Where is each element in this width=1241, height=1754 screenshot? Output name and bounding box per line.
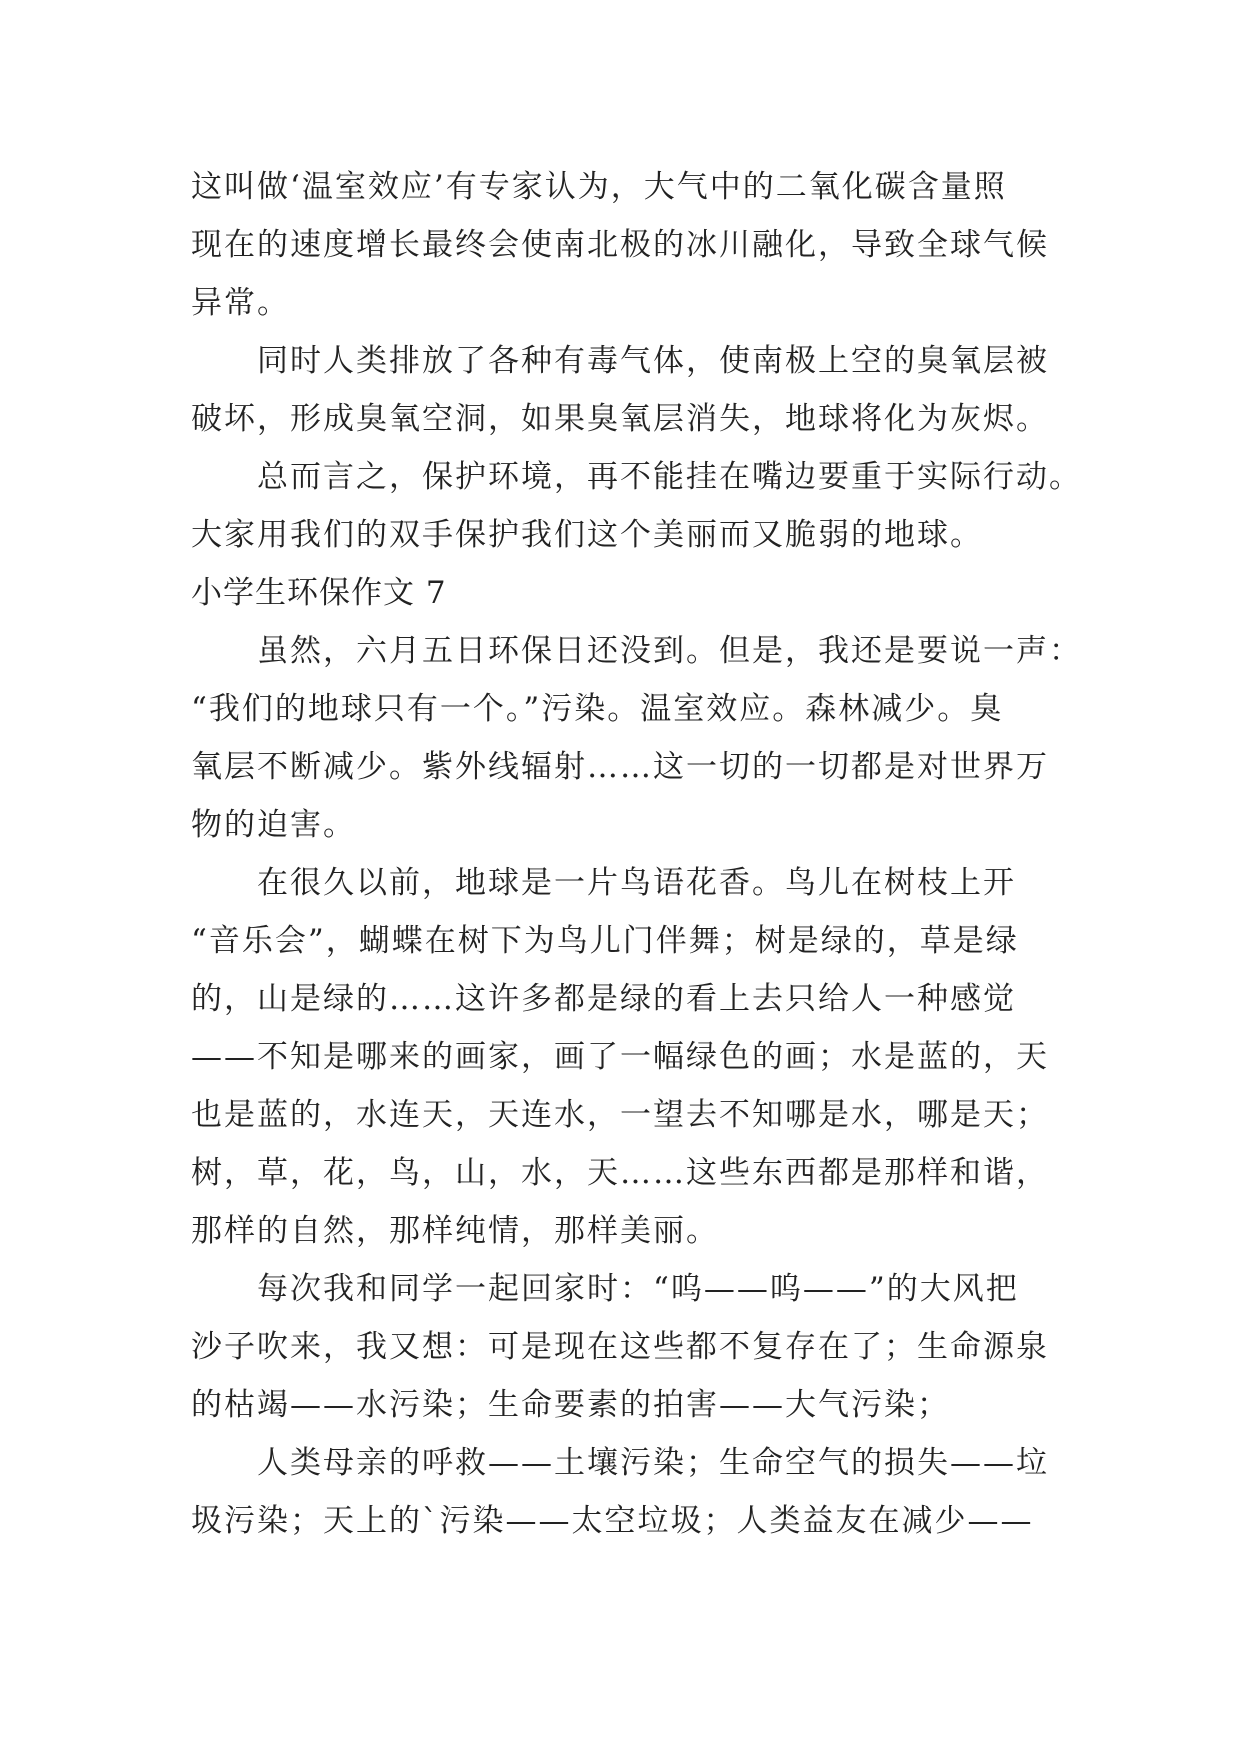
text-line: “音乐会”，蝴蝶在树下为鸟儿门伴舞；树是绿的，草是绿 bbox=[191, 923, 1019, 959]
text-line: 同时人类排放了各种有毒气体，使南极上空的臭氧层被 bbox=[257, 343, 1049, 379]
text-line: 沙子吹来，我又想：可是现在这些都不复存在了；生命源泉 bbox=[191, 1329, 1049, 1365]
text-line: 虽然，六月五日环保日还没到。但是，我还是要说一声： bbox=[257, 633, 1082, 669]
text-line: 总而言之，保护环境，再不能挂在嘴边要重于实际行动。 bbox=[257, 459, 1082, 495]
essay-body bbox=[191, 158, 1082, 1550]
text-line: 现在的速度增长最终会使南北极的冰川融化，导致全球气候 bbox=[191, 227, 1049, 263]
text-line: 异常。 bbox=[191, 285, 290, 321]
text-line: 大家用我们的双手保护我们这个美丽而又脆弱的地球。 bbox=[191, 517, 983, 553]
text-line: 破坏，形成臭氧空洞，如果臭氧层消失，地球将化为灰烬。 bbox=[191, 401, 1049, 437]
text-line: 的枯竭——水污染；生命要素的拍害——大气污染； bbox=[191, 1387, 950, 1423]
text-line: 人类母亲的呼救——土壤污染；生命空气的损失——垃 bbox=[257, 1445, 1049, 1481]
text-line: 氧层不断减少。紫外线辐射……这一切的一切都是对世界万 bbox=[191, 749, 1049, 785]
text-line: 树，草，花，鸟，山，水，天……这些东西都是那样和谐， bbox=[191, 1155, 1049, 1191]
text-line: 圾污染；天上的`污染——太空垃圾；人类益友在减少—— bbox=[191, 1503, 1034, 1539]
text-line: 物的迫害。 bbox=[191, 807, 356, 843]
text-line: 在很久以前，地球是一片鸟语花香。鸟儿在树枝上开 bbox=[257, 865, 1016, 901]
text-line: “我们的地球只有一个。”污染。温室效应。森林减少。臭 bbox=[191, 691, 1004, 727]
text-line: 的，山是绿的……这许多都是绿的看上去只给人一种感觉 bbox=[191, 981, 1016, 1017]
text-line: ——不知是哪来的画家，画了一幅绿色的画；水是蓝的，天 bbox=[191, 1039, 1049, 1075]
text-line: 那样的自然，那样纯情，那样美丽。 bbox=[191, 1213, 719, 1249]
text-line: 每次我和同学一起回家时：“呜——呜——”的大风把 bbox=[257, 1271, 1019, 1307]
section-heading: 小学生环保作文 7 bbox=[191, 575, 447, 611]
text-line: 也是蓝的，水连天，天连水，一望去不知哪是水，哪是天； bbox=[191, 1097, 1049, 1133]
text-line: 这叫做‘温室效应’有专家认为，大气中的二氧化碳含量照 bbox=[191, 169, 1007, 205]
